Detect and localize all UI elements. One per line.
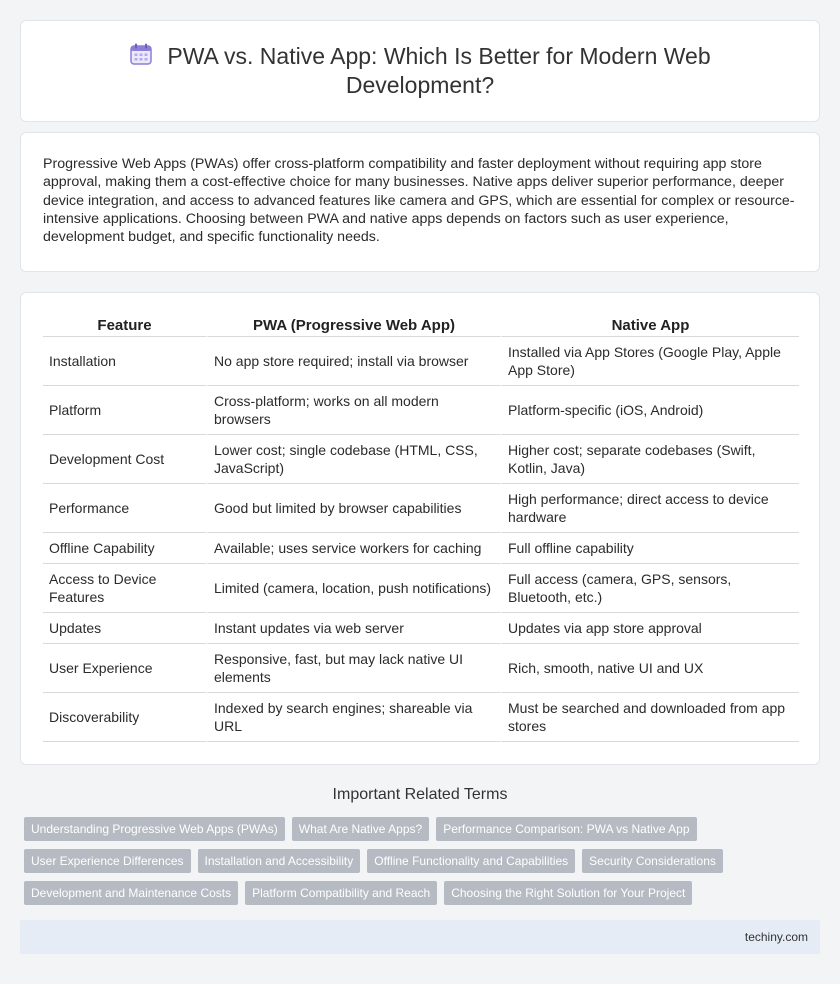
footer-site-link[interactable]: techiny.com xyxy=(744,930,808,944)
native-cell: Updates via app store approval xyxy=(500,613,799,644)
table-row xyxy=(43,435,799,484)
page-title-text: PWA vs. Native App: Which Is Better for Modern Web Development? xyxy=(167,43,711,98)
native-cell: Rich, smooth, native UI and UX xyxy=(500,644,799,693)
pwa-cell: Available; uses service workers for caching xyxy=(206,533,500,564)
tag-row xyxy=(24,849,816,873)
intro-paragraph: Progressive Web Apps (PWAs) offer cross-platform compatibility and faster deployment without requiring app store approval, making them a cost-effective choice for many businesses. Native apps deliver superior performance, deeper device integration, and access to advanced features like camera and GPS, which are essential for complex or resource-intensive applications. Choosing between PWA and native apps depends on factors such as user experience, development budget, and specific functionality needs. xyxy=(43,156,795,246)
table-row xyxy=(43,386,799,435)
tag-row xyxy=(24,881,816,905)
tag-security[interactable]: Security Considerations xyxy=(582,849,723,873)
header-native: Native App xyxy=(500,315,799,337)
feature-cell: Development Cost xyxy=(43,435,206,484)
table-row xyxy=(43,484,799,533)
native-cell: Must be searched and downloaded from app stores xyxy=(500,693,799,742)
related-terms xyxy=(24,817,816,913)
intro-card xyxy=(20,132,820,272)
table-row xyxy=(43,533,799,564)
tag-development-costs[interactable]: Development and Maintenance Costs xyxy=(24,881,238,905)
comparison-table-card xyxy=(20,292,820,765)
tag-offline-functionality[interactable]: Offline Functionality and Capabilities xyxy=(367,849,575,873)
pwa-cell: Good but limited by browser capabilities xyxy=(206,484,500,533)
tag-performance-comparison[interactable]: Performance Comparison: PWA vs Native App xyxy=(436,817,696,841)
feature-cell: Updates xyxy=(43,613,206,644)
feature-cell: Performance xyxy=(43,484,206,533)
native-cell: Platform-specific (iOS, Android) xyxy=(500,386,799,435)
pwa-cell: Cross-platform; works on all modern browsers xyxy=(206,386,500,435)
table-row xyxy=(43,564,799,613)
tag-row xyxy=(24,817,816,841)
comparison-table xyxy=(43,315,799,742)
header-pwa: PWA (Progressive Web App) xyxy=(206,315,500,337)
pwa-cell: Limited (camera, location, push notifications) xyxy=(206,564,500,613)
native-cell: High performance; direct access to device hardware xyxy=(500,484,799,533)
tag-choosing-solution[interactable]: Choosing the Right Solution for Your Project xyxy=(444,881,692,905)
tag-platform-compatibility[interactable]: Platform Compatibility and Reach xyxy=(245,881,437,905)
table-row xyxy=(43,693,799,742)
pwa-cell: Responsive, fast, but may lack native UI elements xyxy=(206,644,500,693)
native-cell: Higher cost; separate codebases (Swift, Kotlin, Java) xyxy=(500,435,799,484)
native-cell: Full offline capability xyxy=(500,533,799,564)
page-title xyxy=(100,42,740,100)
feature-cell: Platform xyxy=(43,386,206,435)
feature-cell: Installation xyxy=(43,337,206,386)
table-row xyxy=(43,613,799,644)
tag-user-experience[interactable]: User Experience Differences xyxy=(24,849,191,873)
pwa-cell: Indexed by search engines; shareable via URL xyxy=(206,693,500,742)
tag-native-apps[interactable]: What Are Native Apps? xyxy=(292,817,429,841)
footer xyxy=(20,920,820,954)
pwa-cell: No app store required; install via browser xyxy=(206,337,500,386)
table-row xyxy=(43,337,799,386)
feature-cell: Discoverability xyxy=(43,693,206,742)
title-card xyxy=(20,20,820,122)
pwa-cell: Instant updates via web server xyxy=(206,613,500,644)
native-cell: Installed via App Stores (Google Play, Apple App Store) xyxy=(500,337,799,386)
pwa-cell: Lower cost; single codebase (HTML, CSS, JavaScript) xyxy=(206,435,500,484)
header-feature: Feature xyxy=(43,315,206,337)
title-wrap xyxy=(100,42,740,100)
tag-installation[interactable]: Installation and Accessibility xyxy=(198,849,361,873)
table-row xyxy=(43,644,799,693)
table-header-row xyxy=(43,315,799,337)
related-terms-title: Important Related Terms xyxy=(332,786,508,803)
native-cell: Full access (camera, GPS, sensors, Bluetooth, etc.) xyxy=(500,564,799,613)
feature-cell: Offline Capability xyxy=(43,533,206,564)
calendar-icon xyxy=(129,42,153,66)
tag-understanding-pwas[interactable]: Understanding Progressive Web Apps (PWAs) xyxy=(24,817,285,841)
feature-cell: User Experience xyxy=(43,644,206,693)
feature-cell: Access to Device Features xyxy=(43,564,206,613)
